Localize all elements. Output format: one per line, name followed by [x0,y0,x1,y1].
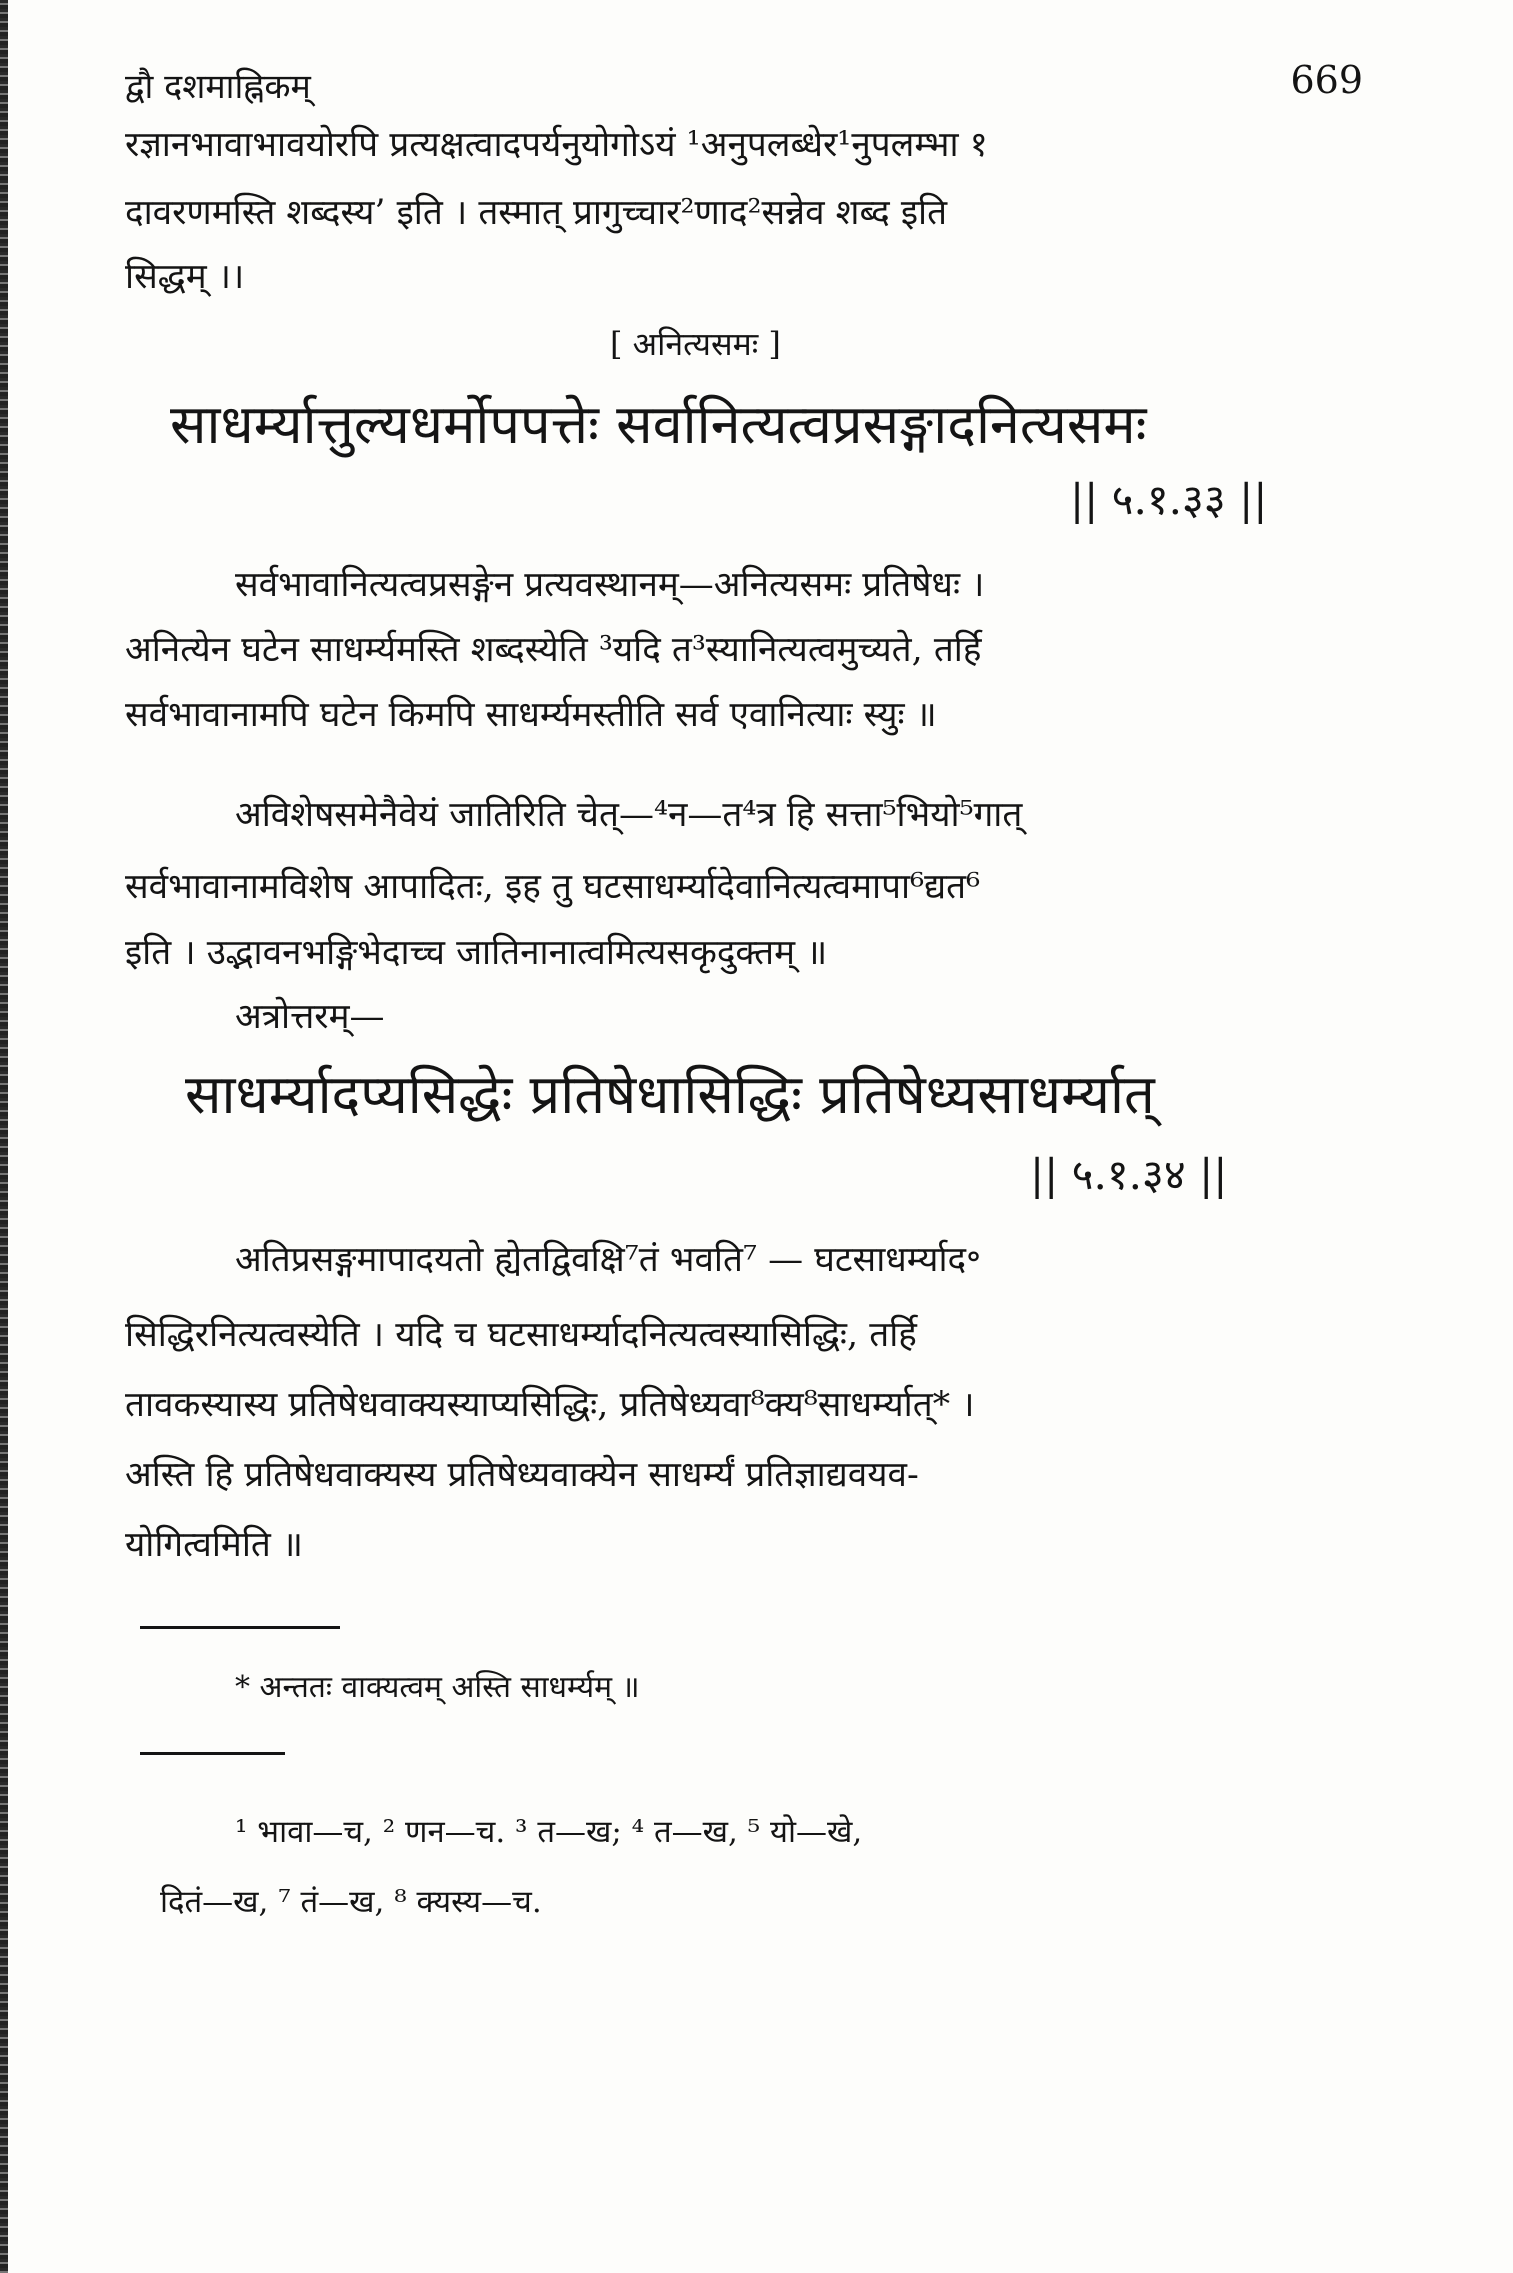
sutra-number: || ५.१.३४ || [1030,1150,1228,1199]
binding-edge [0,0,8,2273]
body-line: सिद्धम् ।। [125,257,245,297]
sutra-text: साधर्म्यात्तुल्यधर्मोपपत्तेः सर्वानित्यत्वप्रसङ्गादनित्यसमः [170,393,1147,456]
body-line: अविशेषसमेनैवेयं जातिरिति चेत्—⁴न—त⁴त्र हि सत्ता⁵भियो⁵गात् [235,795,1023,835]
variant-line: ¹ भावा—च, ² णन—च. ³ त—ख; ⁴ त—ख, ⁵ यो—खे, [235,1814,863,1850]
body-line: इति । उद्भावनभङ्गिभेदाच्च जातिनानात्वमित्यसकृदुक्तम् ॥ [125,933,828,973]
star-note: * अन्ततः वाक्यत्वम् अस्ति साधर्म्यम् ॥ [235,1670,640,1705]
footnote-rule [140,1626,340,1629]
body-line: योगित्वमिति ॥ [125,1525,303,1565]
sutra-number: || ५.१.३३ || [1070,475,1268,524]
body-line: रज्ञानभावाभावयोरपि प्रत्यक्षत्वादपर्यनुयोगोऽयं ¹अनुपलब्धेर¹नुपलम्भा १ [125,125,988,165]
variant-line: दितं—ख, ⁷ तं—ख, ⁸ क्यस्य—च. [160,1884,542,1920]
body-line: अनित्येन घटेन साधर्म्यमस्ति शब्दस्येति ³यदि त³स्यानित्यत्वमुच्यते, तर्हि [125,630,982,670]
running-head: द्वौ दशमाह्निकम् [125,67,311,107]
section-title: [ अनित्यसमः ] [610,325,781,363]
body-line: सर्वभावानित्यत्वप्रसङ्गेन प्रत्यवस्थानम्—अनित्यसमः प्रतिषेधः । [235,565,985,605]
body-line: दावरणमस्ति शब्दस्य’ इति । तस्मात् प्रागुच्चार²णाद²सन्नेव शब्द इति [125,193,948,233]
page-number: 669 [1290,58,1363,102]
body-line: अस्ति हि प्रतिषेधवाक्यस्य प्रतिषेध्यवाक्येन साधर्म्यं प्रतिज्ञाद्यवयव- [125,1455,919,1495]
body-line: अतिप्रसङ्गमापादयतो ह्येतद्विवक्षि⁷तं भवति⁷ — घटसाधर्म्याद॰ [235,1240,982,1280]
sutra-text: साधर्म्यादप्यसिद्धेः प्रतिषेधासिद्धिः प्रतिषेध्यसाधर्म्यात् [185,1063,1155,1126]
body-line: अत्रोत्तरम्— [235,997,385,1037]
body-line: सर्वभावानामविशेष आपादितः, इह तु घटसाधर्म्यादेवानित्यत्वमापा⁶द्यत⁶ [125,867,981,907]
body-line: सर्वभावानामपि घटेन किमपि साधर्म्यमस्तीति सर्व एवानित्याः स्युः ॥ [125,695,937,735]
body-line: सिद्धिरनित्यत्वस्येति । यदि च घटसाधर्म्यादनित्यत्वस्यासिद्धिः, तर्हि [125,1315,917,1355]
page-header [125,58,1363,122]
variants-rule [140,1752,285,1755]
body-line: तावकस्यास्य प्रतिषेधवाक्यस्याप्यसिद्धिः, प्रतिषेध्यवा⁸क्य⁸साधर्म्यात्* । [125,1385,975,1425]
